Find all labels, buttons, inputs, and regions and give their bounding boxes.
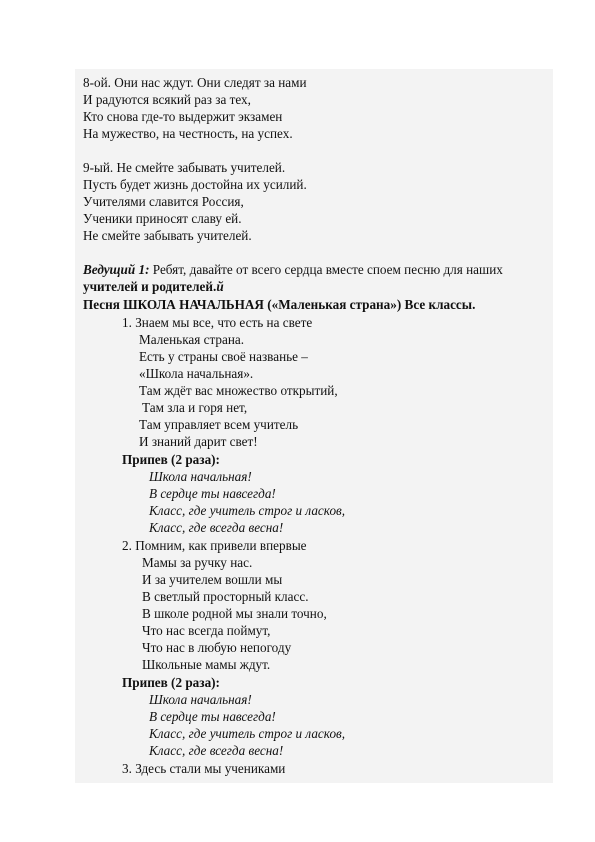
poem-line: 9-ый. Не смейте забывать учителей. <box>83 160 286 175</box>
verse-line: Там ждёт вас множество открытий, <box>139 383 338 398</box>
verse-line: Маленькая страна. <box>139 332 245 347</box>
host-mark: й <box>216 279 224 294</box>
chorus-label: Припев (2 раза): <box>122 675 220 690</box>
poem-line: Ученики приносят славу ей. <box>83 211 242 226</box>
poem-line: И радуются всякий раз за тех, <box>83 92 251 107</box>
verse-line: Мамы за ручку нас. <box>142 555 253 570</box>
host-text: учителей и родителей. <box>83 279 217 294</box>
poem-line: Пусть будет жизнь достойна их усилий. <box>83 177 307 192</box>
verse-line: И за учителем вошли мы <box>142 572 283 587</box>
song-title: Песня ШКОЛА НАЧАЛЬНАЯ («Маленькая страна») Все классы. <box>83 297 476 312</box>
verse-line: Там зла и горя нет, <box>142 400 248 415</box>
verse-line: Что нас всегда поймут, <box>142 623 271 638</box>
chorus-line: Класс, где учитель строг и ласков, <box>149 503 346 518</box>
document-page <box>75 69 553 783</box>
poem-line: На мужество, на честность, на успех. <box>83 126 293 141</box>
host-line <box>83 262 503 278</box>
poem-line: Не смейте забывать учителей. <box>83 228 252 243</box>
verse-line: В школе родной мы знали точно, <box>142 606 327 621</box>
verse-line: Там управляет всем учитель <box>139 417 299 432</box>
verse-line: Есть у страны своё названье – <box>139 349 308 364</box>
verse-line: И знаний дарит свет! <box>139 434 258 449</box>
verse-line: 3. Здесь стали мы учениками <box>122 761 286 776</box>
host-text: Ребят, давайте от всего сердца вместе споем песню для наших <box>149 262 503 277</box>
poem-line: Кто снова где-то выдержит экзамен <box>83 109 283 124</box>
verse-line: В светлый просторный класс. <box>142 589 309 604</box>
verse-line: 1. Знаем мы все, что есть на свете <box>122 315 313 330</box>
verse-line: Что нас в любую непогоду <box>142 640 292 655</box>
chorus-line: Класс, где всегда весна! <box>149 520 284 535</box>
verse-line: 2. Помним, как привели впервые <box>122 538 307 553</box>
host-label: Ведущий 1: <box>83 262 150 277</box>
poem-line: 8-ой. Они нас ждут. Они следят за нами <box>83 75 307 90</box>
host-line <box>83 279 224 295</box>
verse-line: Школьные мамы ждут. <box>142 657 271 672</box>
verse-line: «Школа начальная». <box>139 366 254 381</box>
chorus-line: Школа начальная! <box>149 469 252 484</box>
chorus-line: В сердце ты навсегда! <box>149 709 276 724</box>
chorus-label: Припев (2 раза): <box>122 452 220 467</box>
chorus-line: Школа начальная! <box>149 692 252 707</box>
poem-line: Учителями славится Россия, <box>83 194 244 209</box>
chorus-line: В сердце ты навсегда! <box>149 486 276 501</box>
chorus-line: Класс, где всегда весна! <box>149 743 284 758</box>
chorus-line: Класс, где учитель строг и ласков, <box>149 726 346 741</box>
